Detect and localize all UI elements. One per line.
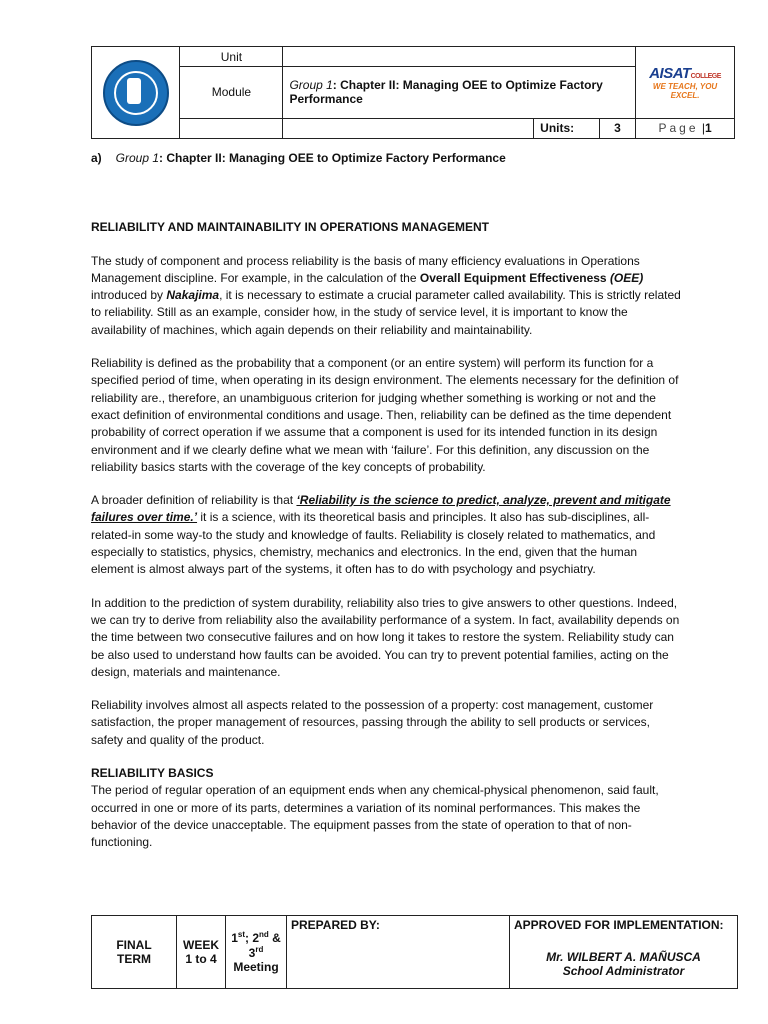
header-table: [91, 46, 735, 139]
module-group: Group 1: [289, 78, 333, 93]
prepared-label: PREPARED BY:: [291, 918, 380, 932]
page-label: Page: [658, 121, 699, 136]
approver-name: Mr. WILBERT A. MAÑUSCA: [546, 950, 701, 964]
meet-amp: &: [268, 931, 281, 945]
meet-word: Meeting: [233, 960, 279, 974]
p1-nakajima: Nakajima: [166, 288, 220, 303]
module-title-text: : Chapter II: Managing OEE to Optimize Factory Performance: [289, 78, 603, 107]
week-line2: 1 to 4: [185, 952, 217, 966]
meet-1-sup: st: [237, 930, 245, 939]
meet-3-sup: rd: [255, 945, 264, 954]
paragraph-4: In addition to the prediction of system durability, reliability also tries to give answers to other questions. Indeed, we can try to derive from reliability also the availability performance of a system. In fact, availability depends on the time between two consecutive failures and on how long it takes to restore the system. Reliability study can be also used to understand how faults can be avoided. You can try to prevent potential families, acting on the design, materials and maintenance.: [91, 595, 680, 679]
term-line1: FINAL: [116, 938, 152, 952]
meet-2-sup: nd: [259, 930, 269, 939]
section-group: Group 1: [115, 151, 160, 165]
prepared-by-cell: [287, 916, 510, 989]
paragraph-6: The period of regular operation of an equipment ends when any chemical-physical phenomenon, said fault, occurred in one or more of its parts, determines a variation of its nominal performances. This makes the behavior of the device unacceptable. The equipment passes from the state of operation to that of non-functioning.: [91, 783, 659, 850]
heading-reliability-basics: RELIABILITY BASICS: [91, 766, 214, 781]
meet-sep: ; 2: [245, 931, 260, 945]
brand-suffix: COLLEGE: [690, 72, 721, 80]
heading-reliability-maintainability: RELIABILITY AND MAINTAINABILITY IN OPERATIONS MANAGEMENT: [91, 220, 489, 235]
paragraph-2: Reliability is defined as the probability that a component (or an entire system) will perform its function for a specified period of time, when operating in its design environment. The elements necessary for the definition of reliability are., therefore, an unambiguous criterion for judging whether something is working or not and the exact definition of environmental conditions and usage. Then, reliability can be defined as the time dependent probability of correct operation if we assume that a component is used for its intended function in its design environment and if we clearly define what we mean with ‘failure’. For this definition, any discussion on the reliability basics starts with the coverage of the key concepts of probability.: [91, 356, 679, 474]
school-seal-icon: [103, 60, 169, 126]
empty-cell: [180, 118, 283, 138]
meeting-cell: [226, 916, 287, 989]
approver-title: School Administrator: [562, 964, 685, 978]
section-title: : Chapter II: Managing OEE to Optimize Factory Performance: [159, 151, 506, 165]
meet-3: 3: [248, 946, 256, 960]
paragraph-5: Reliability involves almost all aspects related to the possession of a property: cost management, customer satisfaction, the proper management of resources, passing through the ability to sell products or services, safety and quality of the product.: [91, 698, 654, 747]
p3-quote: ‘Reliability is the science to predict, analyze, prevent and mitigate failures over time.’: [91, 493, 671, 525]
term-line2: TERM: [117, 952, 151, 966]
unit-value: [283, 47, 636, 67]
p1-oee-abbr: (OEE): [609, 270, 644, 285]
school-seal-cell: [92, 47, 180, 139]
units-label: Units:: [534, 118, 600, 138]
week-cell: [177, 916, 226, 989]
paragraph-1: [91, 253, 681, 339]
p1-text-f: , it is necessary to estimate a crucial parameter called availability. This is strictly related to reliability. Still as an example, consider how, in the study of service level, it is important to know the availability of machines, which again depends on their reliability and maintainability.: [91, 288, 681, 337]
p3-text-c: it is a science, with its theoretical basis and principles. It also has sub-disciplines, all-related-in some way-to the study and knowledge of faults. Reliability is closely related to mathematics, and especially to statistics, physics, chemistry, mechanics and electronics. In the end, given that the human element is almost always part of the systems, it often has to do with psychology and psychiatry.: [91, 510, 656, 577]
units-value: 3: [599, 118, 635, 138]
brand-name: AISAT: [649, 64, 691, 82]
footer-table: [91, 915, 738, 989]
brand-tagline: WE TEACH, YOU EXCEL.: [652, 81, 718, 100]
page-number: 1: [704, 121, 712, 136]
page-indicator: [636, 118, 735, 138]
document-body: [91, 150, 681, 852]
meet-1: 1: [231, 931, 238, 945]
p3-text-a: A broader definition of reliability is that: [91, 493, 297, 508]
section-letter: a): [91, 151, 102, 165]
module-title: [283, 67, 636, 119]
approved-label: APPROVED FOR IMPLEMENTATION:: [514, 918, 724, 932]
p1-text-d: introduced by: [91, 288, 167, 303]
unit-label: Unit: [180, 47, 283, 67]
paragraph-3: [91, 492, 681, 578]
approved-cell: [510, 916, 738, 989]
week-line1: WEEK: [183, 938, 219, 952]
page-sep: |: [701, 121, 705, 136]
module-label: Module: [180, 67, 283, 119]
p1-text-a: The study of component and process reliability is the basis of many efficiency evaluations in Operations Management discipline. For example, in the calculation of the: [91, 253, 640, 285]
term-cell: [92, 916, 177, 989]
empty-cell-2: [283, 118, 534, 138]
p1-oee-term: Overall Equipment Effectiveness: [419, 270, 610, 285]
brand-logo: [636, 47, 735, 119]
section-heading: [91, 150, 681, 167]
